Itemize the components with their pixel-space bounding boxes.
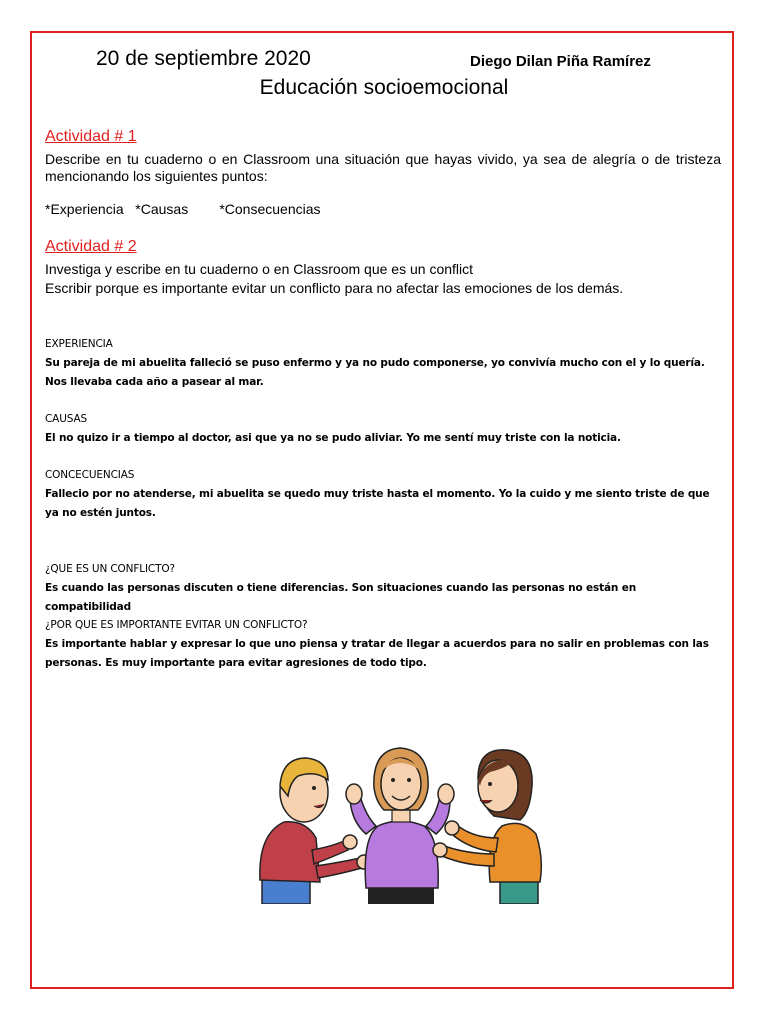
document-date: 20 de septiembre 2020 xyxy=(96,47,311,70)
answer-heading: ¿POR QUE ES IMPORTANTE EVITAR UN CONFLICTO? xyxy=(45,619,308,631)
answer-consecuencias xyxy=(45,466,725,523)
person-left xyxy=(260,758,371,904)
answer-text: El no quizo ir a tiempo al doctor, asi que ya no se pudo aliviar. Yo me sentí muy triste con la noticia. xyxy=(45,432,621,444)
point-causas: *Causas xyxy=(135,201,189,217)
person-right xyxy=(433,750,541,904)
conflict-illustration xyxy=(254,742,548,904)
activity-1-points xyxy=(45,201,321,217)
answer-heading: CONCECUENCIAS xyxy=(45,469,135,481)
activity-2-title: Actividad # 2 xyxy=(45,238,137,255)
activity-2-line-1: Investiga y escribe en tu cuaderno o en Classroom que es un conflict xyxy=(45,261,474,277)
answer-experiencia xyxy=(45,335,725,392)
answer-causas xyxy=(45,410,725,448)
subject-title: Educación socioemocional xyxy=(259,76,509,99)
answer-heading: ¿QUE ES UN CONFLICTO? xyxy=(45,563,175,575)
answer-por-que-evitar xyxy=(45,616,725,673)
person-middle xyxy=(346,748,454,904)
activity-1-instructions: Describe en tu cuaderno o en Classroom una situación que hayas vivido, ya sea de alegría o de tristeza mencionando los siguientes puntos: xyxy=(45,151,721,184)
answer-text: Fallecio por no atenderse, mi abuelita se quedo muy triste hasta el momento. Yo la cuido y me siento triste de que ya no estén juntos. xyxy=(45,488,710,519)
answer-heading: EXPERIENCIA xyxy=(45,338,113,350)
answer-text: Es cuando las personas discuten o tiene diferencias. Son situaciones cuando las personas no están en compatibilidad xyxy=(45,582,637,613)
answer-text: Es importante hablar y expresar lo que uno piensa y tratar de llegar a acuerdos para no salir en problemas con las personas. Es muy importante para evitar agresiones de todo tipo. xyxy=(45,638,709,669)
answer-que-es-conflicto xyxy=(45,560,725,617)
point-consecuencias: *Consecuencias xyxy=(219,201,321,217)
activity-1-title: Actividad # 1 xyxy=(45,128,137,145)
author-name: Diego Dilan Piña Ramírez xyxy=(470,53,651,70)
activity-2-line-2: Escribir porque es importante evitar un conflicto para no afectar las emociones de los demás. xyxy=(45,280,624,296)
point-experiencia: *Experiencia xyxy=(45,201,124,217)
answer-text: Su pareja de mi abuelita falleció se puso enfermo y ya no pudo componerse, yo convivía mucho con el y lo quería. Nos llevaba cada año a pasear al mar. xyxy=(45,357,705,388)
answer-heading: CAUSAS xyxy=(45,413,88,425)
